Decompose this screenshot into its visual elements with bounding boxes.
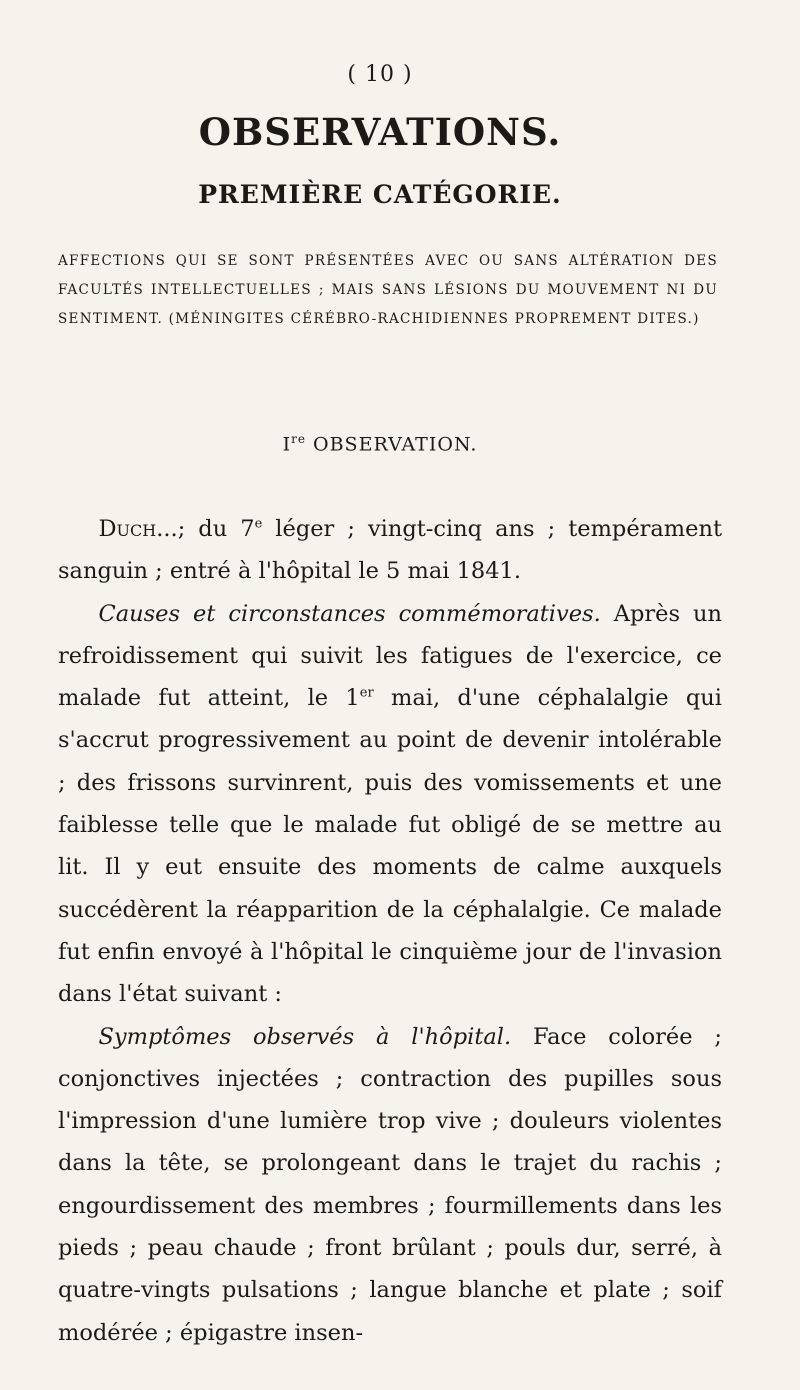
observation-number: I: [282, 433, 292, 456]
text-run: Après un refroidissement qui suivit les fatigues de l'exercice, ce malade fut atteint, le 1: [58, 600, 722, 712]
symptoms-heading: Symptômes observés à l'hôpital.: [98, 1023, 512, 1050]
page-number: ( 10 ): [347, 62, 413, 87]
superscript: e: [254, 516, 263, 532]
section-title: PREMIÈRE CATÉGORIE.: [198, 180, 562, 209]
text-run: mai, d'une céphalalgie qui s'accrut progressivement au point de devenir intolérable ; des frissons survinrent, puis des vomissements et une faiblesse telle que le malade fut obligé de se mettre au lit. Il y eut ensuite des moments de calme auxquels succédèrent la réapparition de la céphalalgie. Ce malade fut enfin envoyé à l'hôpital le cinquième jour de l'invasion dans l'état suivant :: [58, 685, 722, 1008]
observation-number-suffix: re: [291, 432, 306, 446]
paragraph-patient: [58, 508, 722, 593]
superscript: er: [359, 685, 374, 701]
patient-name: Duch...: [98, 516, 178, 542]
section-subtitle: AFFECTIONS QUI SE SONT PRÉSENTÉES AVEC OU SANS ALTÉRATION DES FACULTÉS INTELLECTUELLES ; MAIS SANS LÉSIONS DU MOUVEMENT NI DU SENTIMENT. (MÉNINGITES CÉRÉBRO-RACHIDIENNES PROPREMENT DITES.): [58, 253, 718, 327]
body-text: [58, 508, 722, 1354]
text-run: Face colorée ; conjonctives injectées ; contraction des pupilles sous l'impression d'une lumière trop vive ; douleurs violentes dans la tête, se prolongeant dans le trajet du rachis ; engourdissement des membres ; fourmillements dans les pieds ; peau chaude ; front brûlant ; pouls dur, serré, à quatre-vingts pulsations ; langue blanche et plate ; soif modérée ; épigastre insen-: [58, 1023, 722, 1346]
paragraph-causes: [58, 593, 722, 1016]
paragraph-symptoms: [58, 1016, 722, 1354]
causes-heading: Causes et circonstances commémoratives.: [98, 600, 601, 627]
page-title: OBSERVATIONS.: [198, 110, 562, 154]
observation-heading: [0, 432, 760, 455]
text-run: léger ; vingt-cinq ans ; tempérament sanguin ; entré à l'hôpital le 5 mai 1841.: [58, 516, 722, 585]
text-run: ; du 7: [177, 516, 255, 542]
observation-title: OBSERVATION.: [313, 433, 478, 456]
